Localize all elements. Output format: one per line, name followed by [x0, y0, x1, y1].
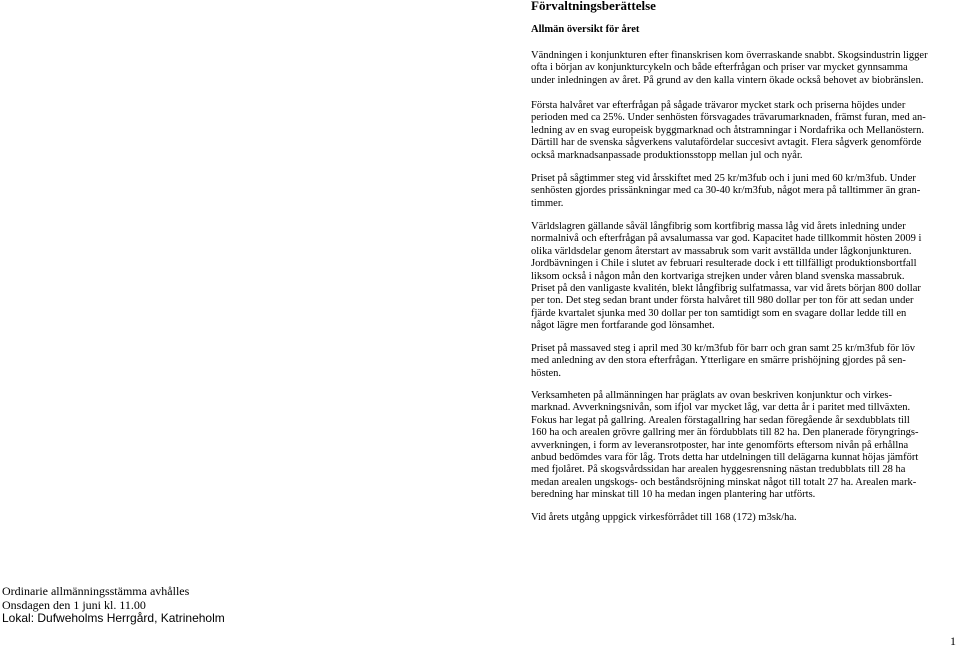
text-line: Jordbävningen i Chile i slutet av februari resulterade dock i ett tillfälligt produktionsbortfall	[531, 258, 917, 270]
text-line: något lägre men fortfarande god lönsamhet.	[531, 320, 715, 332]
section-heading: Allmän översikt för året	[531, 24, 640, 35]
text-line: medan arealen ungskogs- och beståndsröjning minskat något till totalt 27 ha. Arealen mark-	[531, 476, 917, 488]
paragraph-economic-recovery	[531, 50, 931, 87]
meeting-notice	[2, 585, 225, 626]
text-line: liksom också i någon mån den kortvariga strejken under våren bland svenska massabruk.	[531, 270, 905, 282]
text-line: senhösten gjordes prissänkningar med ca 30-40 kr/m3fub, något mera på talltimmer än gran-	[531, 185, 921, 197]
paragraph-sawn-timber-market	[531, 100, 931, 162]
text-line: Därtill har de svenska sågverkens valutafördelar succesivt avtagit. Flera sågverk genomförde	[531, 137, 922, 149]
document-title: Förvaltningsberättelse	[531, 0, 656, 13]
text-line: Världslagren gällande såväl långfibrig som kortfibrig massa låg vid årets inledning under	[531, 221, 906, 232]
text-line: Fokus har legat på gallring. Arealen förstagallring har sedan föregående år sexdubblats till	[531, 414, 910, 426]
text-line: med anledning av den stora efterfrågan. Ytterligare en smärre prishöjning gjordes på sen-	[531, 355, 906, 367]
text-line: Vändningen i konjunkturen efter finanskrisen kom överraskande snabbt. Skogsindustrin ligger	[531, 50, 928, 61]
text-line: under inledningen av året. På grund av den kalla vintern ökade också behovet av biobränslen.	[531, 74, 924, 86]
text-line: Priset på sågtimmer steg vid årsskiftet med 25 kr/m3fub och i juni med 60 kr/m3fub. Under	[531, 173, 916, 184]
paragraph-pulpwood-prices	[531, 343, 931, 380]
text-line: Priset på den vanligaste kvalitén, blekt långfibrig sulfatmassa, var vid årets början 800 dollar	[531, 283, 921, 295]
text-line: 160 ha och arealen grövre gallring mer än fördubblats till 82 ha. Den planerade föryngrings-	[531, 427, 919, 439]
text-line: perioden med ca 25%. Under senhösten försvagades trävarumarknaden, främst furan, med an-	[531, 112, 926, 124]
text-line: också marknadsanpassade produktionsstopp mellan jul och nyår.	[531, 149, 803, 161]
meeting-date-line: Onsdagen den 1 juni kl. 11.00	[2, 597, 146, 612]
paragraph-pulp-market	[531, 221, 931, 333]
text-line: marknad. Avverkningsnivån, som ifjol var mycket låg, var detta år i paritet med tillväxten.	[531, 402, 911, 414]
text-line: med fjolåret. På skogsvårdssidan har arealen hyggesrensning nästan tredubblats till 28 ha	[531, 464, 906, 476]
text-line: Verksamheten på allmänningen har präglats av ovan beskriven konjunktur och virkes-	[531, 390, 892, 401]
paragraph-sawlog-prices	[531, 173, 931, 210]
text-line: hösten.	[531, 367, 562, 379]
text-line: anbud bedömdes vara för låg. Trots detta har utdelningen till delägarna kunnat höjas jämfört	[531, 452, 919, 464]
meeting-venue-line: Lokal: Dufweholms Herrgård, Katrineholm	[2, 611, 225, 625]
page-number: 1	[950, 634, 956, 648]
text-line: fjärde kvartalet sjunka med 30 dollar per ton samtidigt som en svagare dollar ledde till en	[531, 307, 907, 319]
text-line: per ton. Det steg sedan brant under första halvåret till 980 dollar per ton för att sedan under	[531, 295, 914, 307]
text-line: Första halvåret var efterfrågan på sågade trävaror mycket stark och priserna höjdes under	[531, 100, 906, 111]
text-line: beredning har minskat till 10 ha medan ingen plantering har utförts.	[531, 489, 816, 501]
text-line: ofta i början av konjunkturcykeln och både efterfrågan och priser var mycket gynnsamma	[531, 62, 908, 74]
text-line: Vid årets utgång uppgick virkesförrådet till 168 (172) m3sk/ha.	[531, 512, 797, 523]
text-line: ledning av en svag europeisk byggmarknad och åtstramningar i Nordafrika och Mellanöstern.	[531, 124, 925, 136]
text-line: Priset på massaved steg i april med 30 kr/m3fub för barr och gran samt 25 kr/m3fub för löv	[531, 343, 916, 354]
meeting-notice-line: Ordinarie allmänningsstämma avhålles	[2, 584, 190, 598]
text-line: avverkningen, i form av leveransrotposter, har inte genomförts eftersom nivån på erhållna	[531, 439, 909, 451]
paragraph-commons-operations	[531, 390, 931, 502]
text-line: normalnivå och efterfrågan på avsalumassa var god. Kapacitet hade tillkommit hösten 2009 i	[531, 233, 922, 245]
text-line: olika världsdelar genom återstart av massabruk som varit avställda under lågkonjunkturen.	[531, 245, 912, 257]
text-line: timmer.	[531, 197, 564, 209]
paragraph-timber-stock	[531, 512, 931, 524]
